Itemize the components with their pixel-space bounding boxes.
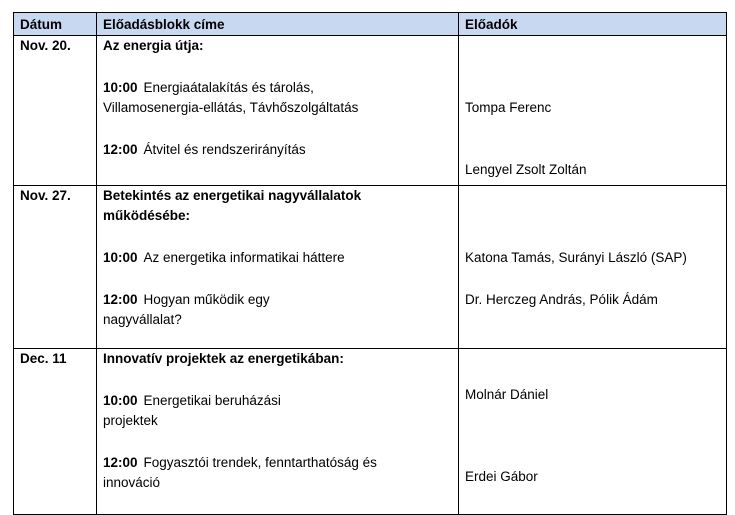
table-row <box>14 349 727 515</box>
session-time: 10:00 <box>103 250 138 265</box>
block-content <box>97 36 459 186</box>
session-topic-cont: nagyvállalat? <box>103 312 182 327</box>
block-title-cont: működésébe: <box>103 208 191 223</box>
block-date <box>14 349 97 515</box>
session-time: 10:00 <box>103 393 138 408</box>
table-row <box>14 186 727 349</box>
table-row <box>14 36 727 186</box>
header-title: Előadásblokk címe <box>97 13 459 36</box>
session-topic: Az energetika informatikai háttere <box>143 250 345 265</box>
block-title: Az energia útja: <box>103 38 204 53</box>
session-topic: Átvitel és rendszerirányítás <box>143 142 306 157</box>
speaker-name: Erdei Gábor <box>465 469 538 484</box>
date-label: Nov. 27. <box>20 188 71 203</box>
block-title: Innovatív projektek az energetikában: <box>103 351 344 366</box>
session-line <box>103 248 458 268</box>
block-date <box>14 36 97 186</box>
session-topic: Hogyan működik egy <box>143 292 270 307</box>
speaker-name: Molnár Dániel <box>465 387 549 402</box>
session-line <box>103 290 458 310</box>
speaker-name: Katona Tamás, Surányi László (SAP) <box>465 250 687 265</box>
schedule-container <box>13 12 726 515</box>
session-line <box>103 391 458 411</box>
block-speakers <box>459 186 727 349</box>
speaker-name: Lengyel Zsolt Zoltán <box>465 162 587 177</box>
session-time: 10:00 <box>103 80 138 95</box>
session-line <box>103 78 458 98</box>
session-line <box>103 140 458 160</box>
block-content <box>97 349 459 515</box>
session-topic-cont: Villamosenergia-ellátás, Távhőszolgáltatás <box>103 100 359 115</box>
session-topic: Energiaátalakítás és tárolás, <box>143 80 314 95</box>
session-topic: Energetikai beruházási <box>143 393 281 408</box>
block-date <box>14 186 97 349</box>
session-topic: Fogyasztói trendek, fenntarthatóság és <box>143 455 377 470</box>
session-line <box>103 453 458 473</box>
block-content <box>97 186 459 349</box>
session-time: 12:00 <box>103 142 138 157</box>
session-topic-cont: projektek <box>103 413 158 428</box>
session-topic-cont: innováció <box>103 475 161 490</box>
header-speakers: Előadók <box>459 13 727 36</box>
date-label: Dec. 11 <box>20 351 67 366</box>
block-speakers <box>459 36 727 186</box>
speaker-name: Dr. Herczeg András, Pólik Ádám <box>465 292 658 307</box>
speaker-name: Tompa Ferenc <box>465 100 552 115</box>
session-time: 12:00 <box>103 455 138 470</box>
date-label: Nov. 20. <box>20 38 71 53</box>
block-title: Betekintés az energetikai nagyvállalatok <box>103 188 362 203</box>
session-time: 12:00 <box>103 292 138 307</box>
header-date: Dátum <box>14 13 97 36</box>
schedule-table <box>13 12 727 515</box>
header-row <box>14 13 727 36</box>
block-speakers <box>459 349 727 515</box>
